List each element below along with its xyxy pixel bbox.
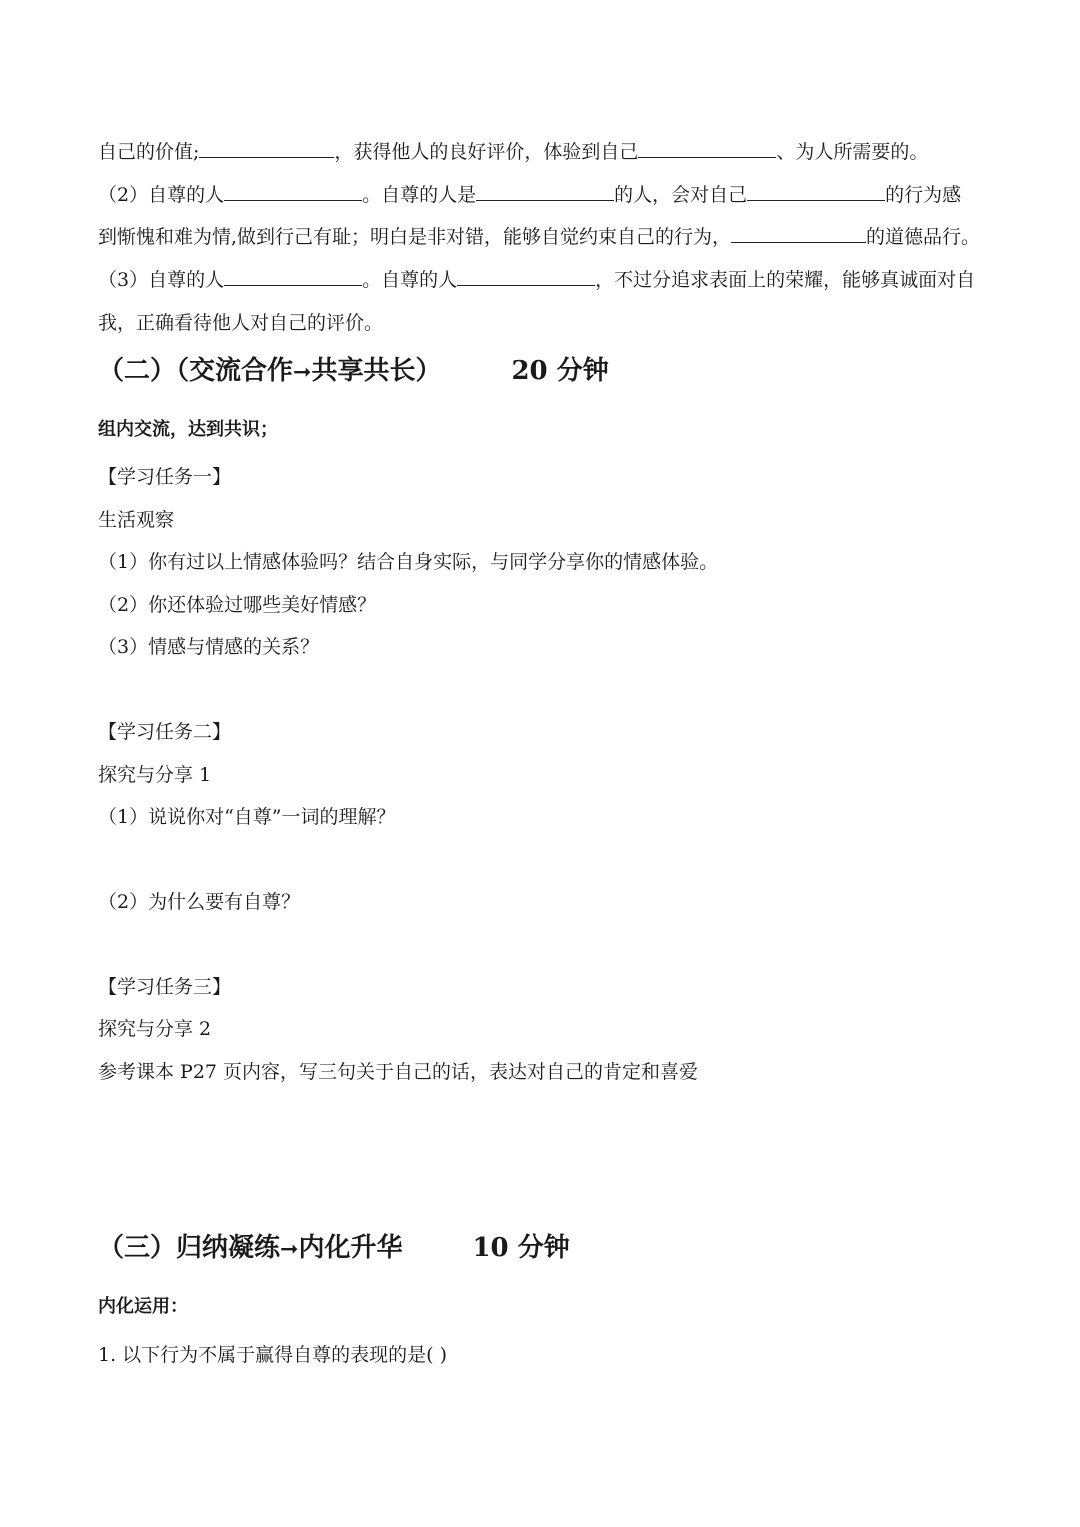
task-1-question-3: （3）情感与情感的关系？ — [98, 636, 320, 658]
task-1-title: 【学习任务一】 — [98, 466, 232, 488]
blank-field[interactable] — [224, 184, 362, 201]
task-2-question-1: （1）说说你对“自尊”一词的理解？ — [98, 806, 396, 828]
arrow-icon: ➞ — [280, 1237, 299, 1262]
intro-line-5: 我，正确看待他人对自己的评价。 — [98, 312, 384, 334]
intro-line-1: 自己的价值; ，获得他人的良好评价，体验到自己 、为人所需要的。 — [98, 141, 929, 163]
task-1-question-2: （2）你还体验过哪些美好情感？ — [98, 594, 377, 616]
blank-field[interactable] — [747, 184, 885, 201]
blank-field[interactable] — [457, 269, 595, 286]
task-1-question-1: （1）你有过以上情感体验吗？结合自身实际，与同学分享你的情感体验。 — [98, 551, 719, 573]
arrow-icon: ➞ — [293, 360, 312, 385]
intro-line-4: （3）自尊的人 。自尊的人 ，不过分追求表面上的荣耀，能够真诚面对自 — [98, 269, 976, 291]
section-2-heading: （二）（交流合作➞共享共长） 20 分钟 — [98, 356, 609, 386]
task-3-title: 【学习任务三】 — [98, 976, 232, 998]
blank-field[interactable] — [731, 226, 866, 243]
blank-field[interactable] — [476, 184, 614, 201]
task-1-label: 生活观察 — [98, 509, 175, 531]
task-2-label: 探究与分享 1 — [98, 764, 212, 786]
blank-field[interactable] — [638, 141, 776, 158]
task-3-label: 探究与分享 2 — [98, 1018, 212, 1040]
section-3-duration: 10 分钟 — [472, 1233, 570, 1263]
section-2-subheading: 组内交流，达到共识； — [98, 419, 278, 440]
task-2-title: 【学习任务二】 — [98, 721, 232, 743]
section-3-subheading: 内化运用： — [98, 1296, 188, 1317]
task-2-question-2: （2）为什么要有自尊？ — [98, 891, 301, 913]
blank-field[interactable] — [199, 141, 334, 158]
exercise-question-1: 1. 以下行为不属于赢得自尊的表现的是( ) — [98, 1344, 448, 1366]
intro-line-3: 到惭愧和难为情,做到行己有耻；明白是非对错，能够自觉约束自己的行为， 的道德品行。 — [98, 226, 981, 248]
section-3-heading: （三）归纳凝练➞内化升华 10 分钟 — [98, 1233, 570, 1263]
blank-field[interactable] — [224, 269, 362, 286]
task-3-text: 参考课本 P27 页内容，写三句关于自己的话，表达对自己的肯定和喜爱 — [98, 1061, 699, 1083]
intro-line-2: （2）自尊的人 。自尊的人是 的人，会对自己 的行为感 — [98, 184, 962, 206]
section-2-duration: 20 分钟 — [511, 356, 609, 386]
